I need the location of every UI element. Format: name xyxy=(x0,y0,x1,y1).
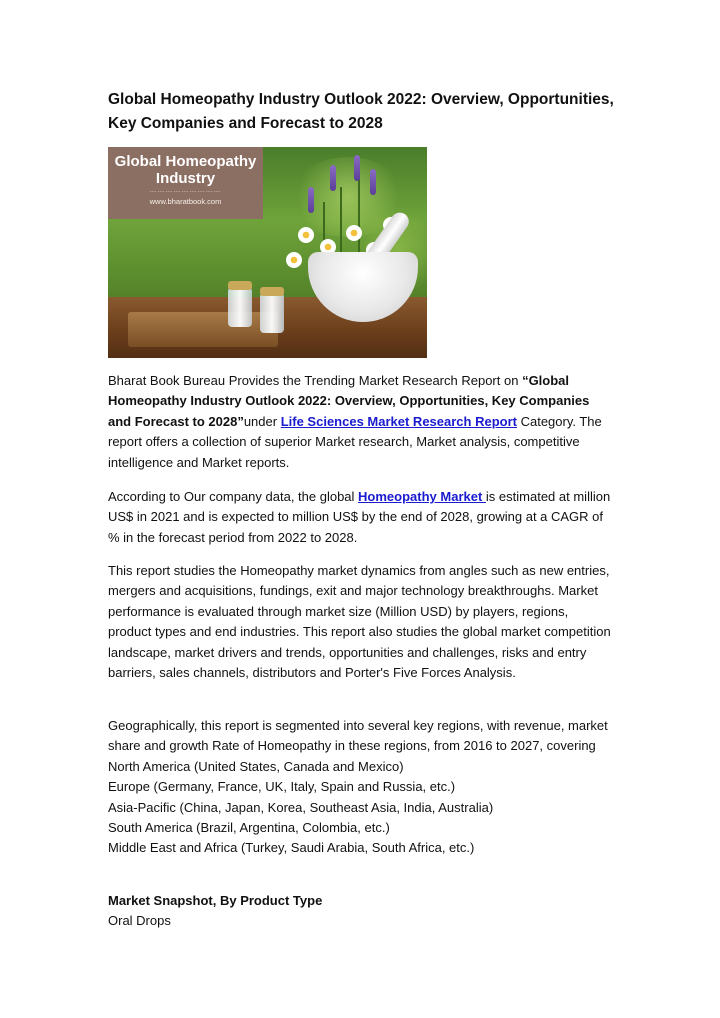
chamomile-flower xyxy=(298,227,314,243)
snapshot-heading: Market Snapshot, By Product Type xyxy=(108,893,323,908)
report-name: “Global Homeopathy Industry Outlook 2022: Overview, Opportunities, Key Companies and Forecast to 2028” xyxy=(108,373,590,429)
herb-stem xyxy=(358,177,360,257)
region-item: Asia-Pacific (China, Japan, Korea, Southeast Asia, India, Australia) xyxy=(108,799,494,815)
intro-paragraph xyxy=(108,371,613,473)
region-item: Europe (Germany, France, UK, Italy, Spain and Russia, etc.) xyxy=(108,779,456,795)
logo-title-line: Industry xyxy=(155,170,216,187)
lavender-sprig xyxy=(330,165,336,191)
region-item: Middle East and Africa (Turkey, Saudi Arabia, South Africa, etc.) xyxy=(108,840,475,856)
pill-bottle xyxy=(228,287,252,327)
homeopathy-market-link[interactable]: Homeopathy Market xyxy=(358,489,486,504)
lavender-sprig xyxy=(370,169,376,195)
market-size-rest-text: is estimated at million US$ in 2021 and is expected to million US$ by the end of 2028, growing at a CAGR of % in the forecast period from 2022 to 2028. xyxy=(108,489,611,545)
regions-paragraph xyxy=(108,716,613,859)
intro-rest-text: Category. The report offers a collection of superior Market research, Market analysis, competitive intelligence and Market reports. xyxy=(108,413,602,470)
bottle-cap xyxy=(260,287,284,296)
snapshot-section xyxy=(108,891,613,932)
under-text: under xyxy=(243,413,281,429)
dynamics-paragraph: This report studies the Homeopathy market dynamics from angles such as new entries, mergers and acquisitions, fundings, exit and major technology breakthroughs. Market performance is evaluated through market size (Million USD) by players, regions, product types and end industries. This report also studies the global market competition landscape, market drivers and trends, opportunities and challenges, risks and entry barriers, sales channels, distributors and Porter's Five Forces Analysis. xyxy=(108,563,611,681)
herb-stem xyxy=(340,187,342,257)
chamomile-flower xyxy=(286,252,302,268)
logo-dots: ……………………… xyxy=(149,187,222,194)
category-link[interactable]: Life Sciences Market Research Report xyxy=(280,413,517,429)
bharat-book-logo-panel xyxy=(108,147,263,219)
chamomile-flower xyxy=(346,225,362,241)
snapshot-item: Oral Drops xyxy=(108,913,171,929)
page-title: Global Homeopathy Industry Outlook 2022: Overview, Opportunities, Key Companies and Forecast to 2028 xyxy=(108,91,614,132)
region-item: North America (United States, Canada and Mexico) xyxy=(108,758,404,774)
old-book xyxy=(128,312,278,347)
lavender-sprig xyxy=(308,187,314,213)
intro-text: Bharat Book Bureau Provides the Trending Market Research Report on xyxy=(108,373,523,388)
region-item: South America (Brazil, Argentina, Colombia, etc.) xyxy=(108,820,390,836)
pill-bottle xyxy=(260,293,284,333)
market-size-text: According to Our company data, the global xyxy=(108,489,359,504)
lavender-sprig xyxy=(354,155,360,181)
hero-image xyxy=(108,147,427,358)
bottle-cap xyxy=(228,281,252,290)
market-size-paragraph xyxy=(108,487,613,548)
logo-title-line: Global Homeopathy xyxy=(114,153,257,170)
logo-url: www.bharatbook.com xyxy=(149,197,222,206)
regions-intro: Geographically, this report is segmented into several key regions, with revenue, market share and growth Rate of Homeopathy in these regions, from 2016 to 2027, covering xyxy=(108,718,608,754)
